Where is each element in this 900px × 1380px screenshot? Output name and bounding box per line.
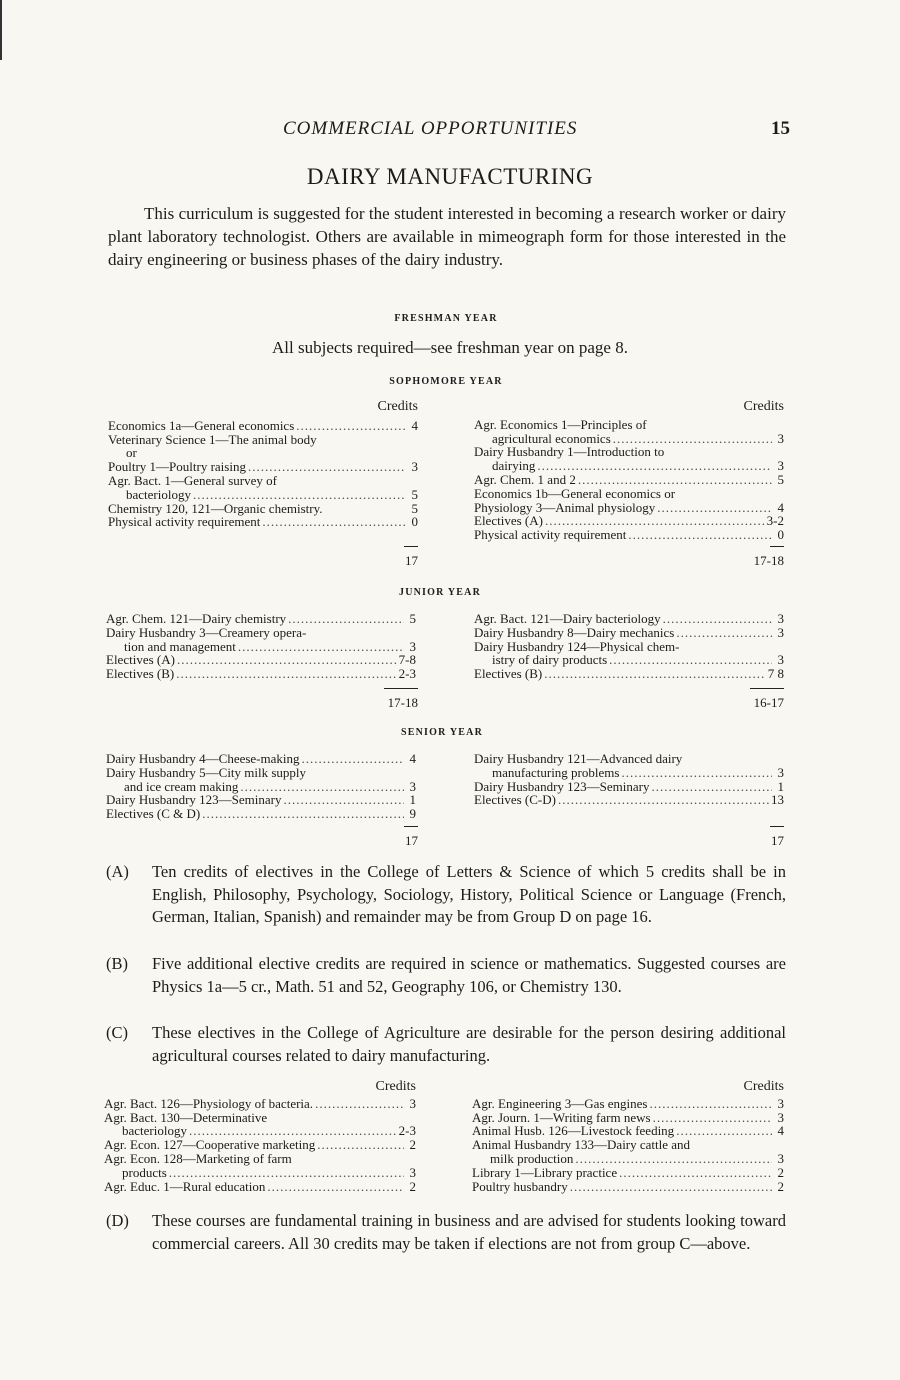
course-row: Agr. Bact. 1—General survey of <box>108 472 277 488</box>
note-text: Five additional elective credits are required in science or mathematics. Suggested courses are Physics 1a—5 cr., Math. 51 and 52, Geography 106, or Chemistry 130. <box>152 954 786 996</box>
note-text: These courses are fundamental training in business and are advised for students looking toward commercial careers. All 30 credits may be taken if elections are not from group C—above. <box>152 1211 786 1253</box>
senior-right-total: 17 <box>740 826 784 849</box>
sophomore-left-column <box>108 400 418 529</box>
course-row: Dairy Husbandry 123—Seminary ..... 1 <box>106 793 416 807</box>
course-row: Electives (A) ..... 3-2 <box>474 514 784 528</box>
course-row: Animal Husb. 126—Livestock feeding ..... 4 <box>472 1124 784 1138</box>
page-title: DAIRY MANUFACTURING <box>306 164 594 189</box>
course-row: Animal Husbandry 133—Dairy cattle and <box>472 1137 691 1153</box>
note-text: Ten credits of electives in the College of Letters & Science of which 5 credits shall be in English, Philosophy, Psychology, Sociology, History, Political Science or Language (French, German, Italian, Spanish) and remainder may be from Group D on page 16. <box>152 862 786 927</box>
senior-left-column <box>106 752 416 821</box>
note-d <box>106 1210 786 1255</box>
course-row: Electives (C-D) ..... 13 <box>474 793 784 807</box>
senior-left-total: 17 <box>380 826 418 849</box>
course-row: bacteriology ..... 2-3 <box>104 1124 416 1138</box>
intro-text: This curriculum is suggested for the student interested in becoming a research worker or dairy plant laboratory technologist. Others are available in mimeograph form for those interested in the dairy engineering or business phases of the dairy industry. <box>108 204 786 269</box>
group-c-right-column <box>472 1080 784 1193</box>
note-label: (A) <box>106 862 129 881</box>
course-row: agricultural economics ..... 3 <box>474 432 784 446</box>
course-row: istry of dairy products ..... 3 <box>474 653 784 667</box>
course-row: Agr. Bact. 121—Dairy bacteriology ..... 3 <box>474 612 784 626</box>
course-row: Library 1—Library practice ..... 2 <box>472 1166 784 1180</box>
course-row: Poultry husbandry ..... 2 <box>472 1180 784 1194</box>
freshman-note: All subjects required—see freshman year on page 8. <box>272 338 628 357</box>
credits-heading: Credits <box>743 399 784 414</box>
course-row: milk production ..... 3 <box>472 1152 784 1166</box>
course-row: Electives (C & D) ..... 9 <box>106 807 416 821</box>
course-row: Veterinary Science 1—The animal body <box>108 431 317 447</box>
course-row: or <box>126 445 137 461</box>
course-row: Dairy Husbandry 124—Physical chem- <box>474 638 680 654</box>
note-c <box>106 1022 786 1067</box>
note-label: (B) <box>106 954 128 973</box>
note-label: (D) <box>106 1211 129 1230</box>
course-row: Agr. Chem. 121—Dairy chemistry ..... 5 <box>106 612 416 626</box>
course-row: Physiology 3—Animal physiology ..... 4 <box>474 501 784 515</box>
course-row: tion and management ..... 3 <box>106 640 416 654</box>
course-row: Agr. Bact. 130—Determinative <box>104 1109 268 1125</box>
course-row: Electives (A) ..... 7-8 <box>106 653 416 667</box>
sophomore-heading: SOPHOMORE YEAR <box>389 376 503 387</box>
course-row: and ice cream making ..... 3 <box>106 780 416 794</box>
course-row: products ..... 3 <box>104 1166 416 1180</box>
course-row: Dairy Husbandry 5—City milk supply <box>106 764 307 780</box>
margin-rule <box>0 0 2 60</box>
senior-right-column <box>474 752 784 807</box>
junior-left-total: 17-18 <box>370 688 418 711</box>
credits-heading: Credits <box>377 399 418 414</box>
sophomore-right-total: 17-18 <box>730 546 784 569</box>
junior-right-column <box>474 612 784 681</box>
course-row: Economics 1a—General economics ..... 4 <box>108 419 418 433</box>
course-row: Agr. Econ. 127—Cooperative marketing ..... 2 <box>104 1138 416 1152</box>
course-row: Agr. Bact. 126—Physiology of bacteria. ..... 3 <box>104 1097 416 1111</box>
course-row: Electives (B) ..... 7 8 <box>474 667 784 681</box>
junior-heading: JUNIOR YEAR <box>399 587 481 598</box>
course-row: manufacturing problems ..... 3 <box>474 766 784 780</box>
junior-right-total: 16-17 <box>730 688 784 711</box>
sophomore-left-total: 17 <box>380 546 418 569</box>
course-row: Agr. Econ. 128—Marketing of farm <box>104 1150 292 1166</box>
course-row: Dairy Husbandry 1—Introduction to <box>474 444 665 460</box>
note-a <box>106 861 786 929</box>
course-row: Agr. Chem. 1 and 2 ..... 5 <box>474 473 784 487</box>
junior-left-column <box>106 612 416 681</box>
course-row: Dairy Husbandry 8—Dairy mechanics ..... 3 <box>474 626 784 640</box>
note-b <box>106 953 786 998</box>
course-row: Economics 1b—General economics or <box>474 485 676 501</box>
course-row: bacteriology ..... 5 <box>108 488 418 502</box>
sophomore-right-column <box>474 400 784 542</box>
senior-heading: SENIOR YEAR <box>400 727 483 738</box>
course-row: Dairy Husbandry 4—Cheese-making ..... 4 <box>106 752 416 766</box>
running-head <box>108 118 790 144</box>
course-row: Dairy Husbandry 121—Advanced dairy <box>474 751 683 766</box>
course-row: Chemistry 120, 121—Organic chemistry. 5 <box>108 500 418 516</box>
freshman-heading: FRESHMAN YEAR <box>394 313 498 324</box>
note-label: (C) <box>106 1023 128 1042</box>
running-title: COMMERCIAL OPPORTUNITIES <box>283 118 578 139</box>
course-row: Dairy Husbandry 3—Creamery opera- <box>106 624 307 640</box>
course-row: Agr. Journ. 1—Writing farm news ..... 3 <box>472 1111 784 1125</box>
course-row: Poultry 1—Poultry raising ..... 3 <box>108 460 418 474</box>
course-row: Agr. Economics 1—Principles of <box>474 416 647 432</box>
course-row: dairying ..... 3 <box>474 459 784 473</box>
page-number: 15 <box>771 118 790 139</box>
credits-heading: Credits <box>743 1079 784 1094</box>
intro-paragraph <box>108 202 786 271</box>
note-text: These electives in the College of Agriculture are desirable for the person desiring additional agricultural courses related to dairy manufacturing. <box>152 1023 786 1065</box>
course-row: Electives (B) ..... 2-3 <box>106 667 416 681</box>
credits-heading: Credits <box>375 1079 416 1094</box>
course-row: Physical activity requirement ..... 0 <box>108 515 418 529</box>
course-row: Physical activity requirement ..... 0 <box>474 528 784 542</box>
group-c-left-column <box>104 1080 416 1193</box>
course-row: Dairy Husbandry 123—Seminary ..... 1 <box>474 780 784 794</box>
course-row: Agr. Educ. 1—Rural education ..... 2 <box>104 1180 416 1194</box>
course-row: Agr. Engineering 3—Gas engines ..... 3 <box>472 1097 784 1111</box>
